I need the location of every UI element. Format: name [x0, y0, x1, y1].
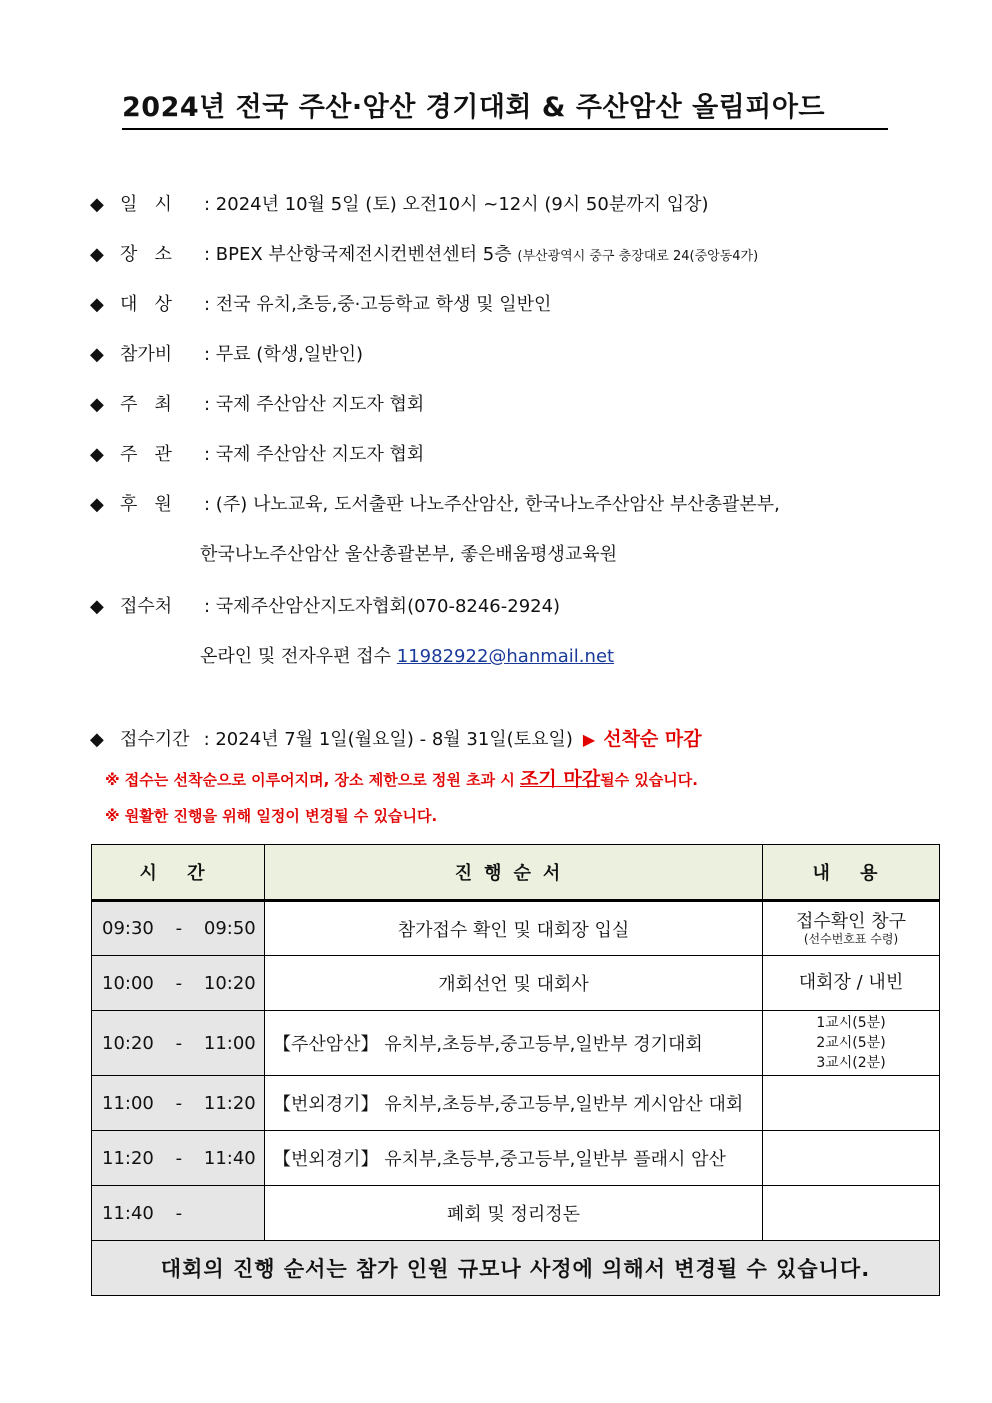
program-cell: 【번외경기】 유치부,초등부,중고등부,일반부 게시암산 대회	[265, 1076, 763, 1131]
table-footer-row	[92, 1241, 940, 1296]
time-cell: 10:20 - 11:00	[92, 1011, 265, 1076]
arrow-right-icon: ▶	[582, 730, 596, 749]
diamond-icon: ◆	[90, 194, 104, 215]
diamond-icon: ◆	[90, 394, 104, 415]
info-place: ◆ 장 소 : BPEX 부산항국제전시컨벤션센터 5층 (부산광역시 중구 충장대로 24(중앙동4가)	[90, 240, 758, 270]
info-fee: ◆ 참가비 : 무료 (학생,일반인)	[90, 340, 363, 370]
diamond-icon: ◆	[90, 729, 104, 750]
content-cell: 대회장 / 내빈	[763, 956, 940, 1011]
diamond-icon: ◆	[90, 344, 104, 365]
page-title: 2024년 전국 주산·암산 경기대회 & 주산암산 올림피아드	[122, 88, 888, 130]
info-value: 국제 주산암산 지도자 협회	[215, 394, 425, 415]
time-cell: 11:20 - 11:40	[92, 1131, 265, 1186]
time-cell: 09:30 - 09:50	[92, 901, 265, 956]
info-value: 국제주산암산지도자협회(070-8246-2924)	[215, 596, 561, 617]
info-label: 주 관	[120, 444, 172, 465]
info-date: ◆ 일 시 : 2024년 10월 5일 (토) 오전10시 ~12시 (9시 50분까지 입장)	[90, 190, 709, 220]
program-cell: 개회선언 및 대회사	[265, 956, 763, 1011]
info-label: 대 상	[120, 294, 172, 315]
registration-period	[90, 724, 702, 754]
info-contact-cont	[200, 642, 614, 672]
content-cell: 1교시(5분) 2교시(5분) 3교시(2분)	[763, 1011, 940, 1076]
info-label: 장 소	[120, 244, 172, 265]
info-label: 일 시	[120, 194, 172, 215]
info-value: BPEX 부산항국제전시컨벤션센터 5층	[215, 244, 512, 265]
info-host: ◆ 주 최 : 국제 주산암산 지도자 협회	[90, 390, 424, 420]
time-cell: 11:00 - 11:20	[92, 1076, 265, 1131]
info-value: 무료 (학생,일반인)	[215, 344, 364, 365]
period-label: 접수기간	[120, 729, 190, 750]
early-close-emphasis: 조기 마감	[520, 768, 601, 790]
content-cell	[763, 1186, 940, 1241]
header-content: 내 용	[763, 845, 940, 901]
info-label: 접수처	[120, 596, 173, 617]
notice-schedule-change: ※ 원활한 진행을 위해 일정이 변경될 수 있습니다.	[105, 807, 438, 825]
info-organizer: ◆ 주 관 : 국제 주산암산 지도자 협회	[90, 440, 424, 470]
email-link[interactable]: 11982922@hanmail.net	[396, 646, 615, 667]
period-value: : 2024년 7월 1일(월요일) - 8월 31일(토요일)	[203, 729, 573, 750]
table-row	[92, 1131, 940, 1186]
table-header-row	[92, 845, 940, 901]
diamond-icon: ◆	[90, 444, 104, 465]
time-cell: 10:00 - 10:20	[92, 956, 265, 1011]
schedule-table	[91, 844, 940, 1296]
program-cell: 참가접수 확인 및 대회장 입실	[265, 901, 763, 956]
table-row	[92, 901, 940, 956]
info-sponsor: ◆ 후 원 : (주) 나노교육, 도서출판 나노주산암산, 한국나노주산암산 부산총괄본부,	[90, 490, 780, 520]
program-cell: 【주산암산】 유치부,초등부,중고등부,일반부 경기대회	[265, 1011, 763, 1076]
program-cell: 폐회 및 정리정돈	[265, 1186, 763, 1241]
program-cell: 【번외경기】 유치부,초등부,중고등부,일반부 플래시 암산	[265, 1131, 763, 1186]
info-label: 참가비	[120, 344, 173, 365]
diamond-icon: ◆	[90, 244, 104, 265]
info-target: ◆ 대 상 : 전국 유치,초등,중·고등학교 학생 및 일반인	[90, 290, 551, 320]
time-cell: 11:40 -	[92, 1186, 265, 1241]
content-cell	[763, 1076, 940, 1131]
diamond-icon: ◆	[90, 596, 104, 617]
info-address: (부산광역시 중구 충장대로 24(중앙동4가)	[517, 249, 759, 264]
info-label: 후 원	[120, 494, 172, 515]
info-value: (주) 나노교육, 도서출판 나노주산암산, 한국나노주산암산 부산총괄본부,	[215, 494, 780, 515]
info-contact: ◆ 접수처 : 국제주산암산지도자협회(070-8246-2924)	[90, 592, 560, 622]
first-come-notice: 선착순 마감	[603, 728, 702, 750]
info-value: 국제 주산암산 지도자 협회	[215, 444, 425, 465]
content-cell	[763, 1131, 940, 1186]
table-row	[92, 1186, 940, 1241]
content-cell: 접수확인 창구 (선수번호표 수령)	[763, 901, 940, 956]
footer-note: 대회의 진행 순서는 참가 인원 규모나 사정에 의해서 변경될 수 있습니다.	[92, 1241, 940, 1296]
table-row	[92, 1076, 940, 1131]
info-value: 전국 유치,초등,중·고등학교 학생 및 일반인	[215, 294, 552, 315]
info-value: 2024년 10월 5일 (토) 오전10시 ~12시 (9시 50분까지 입장)	[215, 194, 709, 215]
header-time: 시 간	[92, 845, 265, 901]
online-label: 온라인 및 전자우편 접수	[200, 646, 397, 667]
info-sponsor-cont: 한국나노주산암산 울산총괄본부, 좋은배움평생교육원	[200, 544, 618, 565]
diamond-icon: ◆	[90, 294, 104, 315]
header-program: 진행순서	[265, 845, 763, 901]
info-label: 주 최	[120, 394, 172, 415]
notice-early-close: ※ 접수는 선착순으로 이루어지며, 장소 제한으로 정원 초과 시 조기 마감될수 있습니다.	[105, 768, 698, 790]
table-row	[92, 956, 940, 1011]
diamond-icon: ◆	[90, 494, 104, 515]
table-row	[92, 1011, 940, 1076]
